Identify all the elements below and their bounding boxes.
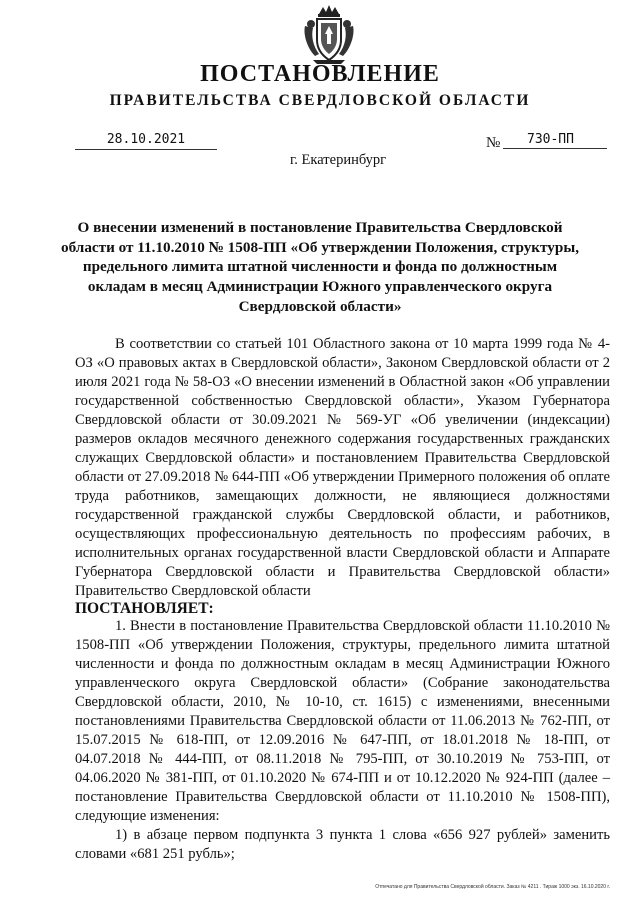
preamble-paragraph: В соответствии со статьей 101 Областного закона от 10 марта 1999 года № 4-ОЗ «О правовых актах в Свердловской области», Законом Свердловской области от 2 июля 2021 года № 58-ОЗ «О внесении изменений в Областной закон «Об управлении государственной собственностью Свердловской области», Указом Губернатора Свердловской области от 30.09.2021 № 569-УГ «Об увеличении (индексации) размеров окладов месячного денежного содержания государственных гражданских служащих Свердловской области» и постановлением Правительства Свердловской области от 27.09.2018 № 644-ПП «Об утверждении Примерного положения об оплате труда работников, замещающих должности, не являющиеся должностями государственной гражданской службы Свердловской области, и работников, осуществляющих профессиональную деятельность по профессиям рабочих, в исполнительных органах государственной власти Свердловской области и Аппарате Губернатора Свердловской области и Правительства Свердловской области» Правительство Свердловской области	[75, 336, 610, 599]
resolves-label: ПОСТАНОВЛЯЕТ:	[75, 600, 214, 617]
print-note: Отпечатано для Правительства Свердловской области. Заказ № 4211 . Тираж 1000 экз. 16.10.2020 г.	[375, 884, 610, 890]
preamble-section	[75, 335, 610, 601]
coat-of-arms-icon	[301, 4, 357, 66]
items-section	[75, 617, 610, 864]
document-number: 730-ПП	[503, 131, 607, 149]
issuer-title: ПРАВИТЕЛЬСТВА СВЕРДЛОВСКОЙ ОБЛАСТИ	[109, 92, 531, 109]
item-1-paragraph: 1. Внести в постановление Правительства Свердловской области 11.10.2010 № 1508-ПП «Об утверждении Положения, структуры, предельного лимита штатной численности и фонда по должностным окладам в месяц Администрации Южного управленческого округа Свердловской области» (Собрание законодательства Свердловской области, 2010, № 10-10, ст. 1615) с изменениями, внесенными постановлениями Правительства Свердловской области от 11.06.2013 № 762-ПП, от 15.07.2015 № 618-ПП, от 12.09.2016 № 647-ПП, от 18.01.2018 № 18-ПП, от 04.07.2018 № 444-ПП, от 08.11.2018 № 795-ПП, от 30.10.2019 № 753-ПП, от 04.06.2020 № 381-ПП, от 01.10.2020 № 674-ПП и от 10.12.2020 № 924-ПП (далее – постановление Правительства Свердловской области от 11.10.2010 № 1508-ПП), следующие изменения:	[75, 618, 610, 824]
item-1-1-paragraph: 1) в абзаце первом подпункта 3 пункта 1 слова «656 927 рублей» заменить словами «681 251 рубль»;	[75, 827, 610, 862]
document-city: г. Екатеринбург	[290, 152, 387, 168]
number-sign: №	[486, 135, 501, 151]
document-heading: О внесении изменений в постановление Правительства Свердловской области от 11.10.2010 № 1508-ПП «Об утверждении Положения, структуры, предельного лимита штатной численности и фонда по должностным окладам в месяц Администрации Южного управленческого округа Свердловской области»	[60, 219, 579, 315]
document-date: 28.10.2021	[75, 131, 217, 150]
document-type-title: ПОСТАНОВЛЕНИЕ	[200, 61, 440, 87]
